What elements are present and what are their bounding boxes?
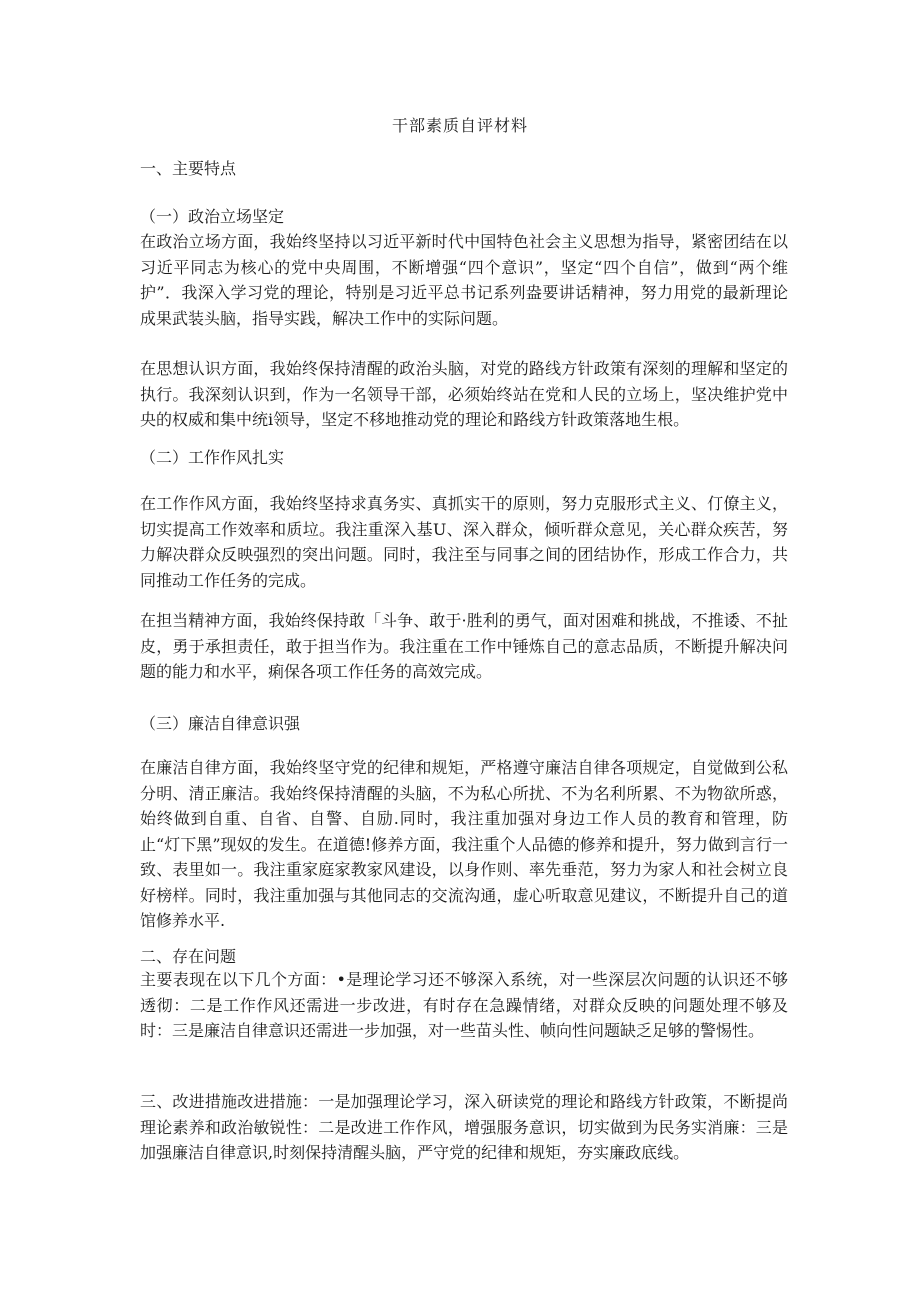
subsection-heading-political-stance: （一）政治立场坚定: [140, 207, 285, 226]
subsection-heading-work-style: （二）工作作风扎实: [140, 448, 285, 467]
document-title: 干部素质自评材料: [391, 116, 528, 135]
section-heading-main-features: 一、主要特点: [140, 159, 237, 178]
paragraph-ideological-understanding: 在思想认识方面，我始终保持清醒的政治头脑，对党的路线方针政策有深刻的理解和坚定的执行。我深刻认识到，作为一名领导干部，必须始终站在党和人民的立场上，坚决维护党中央的权威和集中统i领导，坚定不移地推动党的理论和路线方针政策落地生根。: [140, 359, 788, 429]
paragraph-political-stance: 在政治立场方面，我始终坚持以习近平新时代中国特色社会主义思想为指导，紧密团结在以习近平同志为核心的党中央周围，不断增强“四个意识”，坚定“四个自信”，做到“两个维护”．我深入学习党的理论，特别是习近平总书记系列盎要讲话精神，努力用党的最新理论成果武装头脑，指导实践，解决工作中的实际问题。: [140, 232, 788, 328]
subsection-heading-integrity: （三）廉洁自律意识强: [140, 714, 301, 733]
paragraph-problems: 主要表现在以下几个方面：•是理论学习还不够深入系统，对一些深层次问题的认识还不够透彻：二是工作作风还需进一步改进，有时存在急躁情绪，对群众反映的问题处理不够及时：三是廉洁自律意识还需进一步加强，对一些苗头性、帧向性问题缺乏足够的警惕性。: [140, 970, 788, 1040]
paragraph-responsibility: 在担当精神方面，我始终保持敢「斗争、敢于·胜利的勇气，面对困难和挑战，不推诿、不扯皮，勇于承担责任，敢于担当作为。我注重在工作中锤炼自己的意志品质，不断提升解决问题的能力和水平，痢保各项工作任务的高效完成。: [140, 611, 788, 681]
paragraph-integrity: 在廉洁自律方面，我始终坚守党的纪律和规矩，严格遵守廉洁自律各项规定，自觉做到公私分明、清正廉洁。我始终保持清醒的头脑，不为私心所扰、不为名利所累、不为物欲所惑，始终做到自重、自省、自警、自励.同时，我注重加强对身边工作人员的教育和管理，防止“灯下黑”现奴的发生。在道德!修养方面，我注重个人品德的修养和提升，努力做到言行一致、表里如一。我注重家庭家教家风建设，以身作则、率先垂范，努力为家人和社会树立良好榜样。同时，我注重加强与其他同志的交流沟通，虚心听取意见建议，不断提升自己的道馆修养水平.: [140, 758, 788, 930]
paragraph-improvement-measures: 三、改进措施改进措施：一是加强理论学习，深入研读党的理论和路线方针政策，不断提尚理论素养和政治敏锐性：二是改进工作作风，增强服务意识，切实做到为民务实消廉：三是加强廉洁自律意识,时刻保持清醒头脑，严守党的纪律和规矩，夯实廉政底线。: [140, 1092, 788, 1162]
paragraph-work-style: 在工作作风方面，我始终坚持求真务实、真抓实干的原则，努力克服形式主义、仃僚主义，切实提高工作效率和质垃。我注重深入基U、深入群众，倾听群众意见，关心群众疾苦，努力解决群众反映强烈的突出问题。同时，我注至与同事之间的团结协作，形成工作合力，共同推动工作任务的完成。: [140, 494, 788, 590]
section-heading-problems: 二、存在问题: [140, 947, 237, 966]
